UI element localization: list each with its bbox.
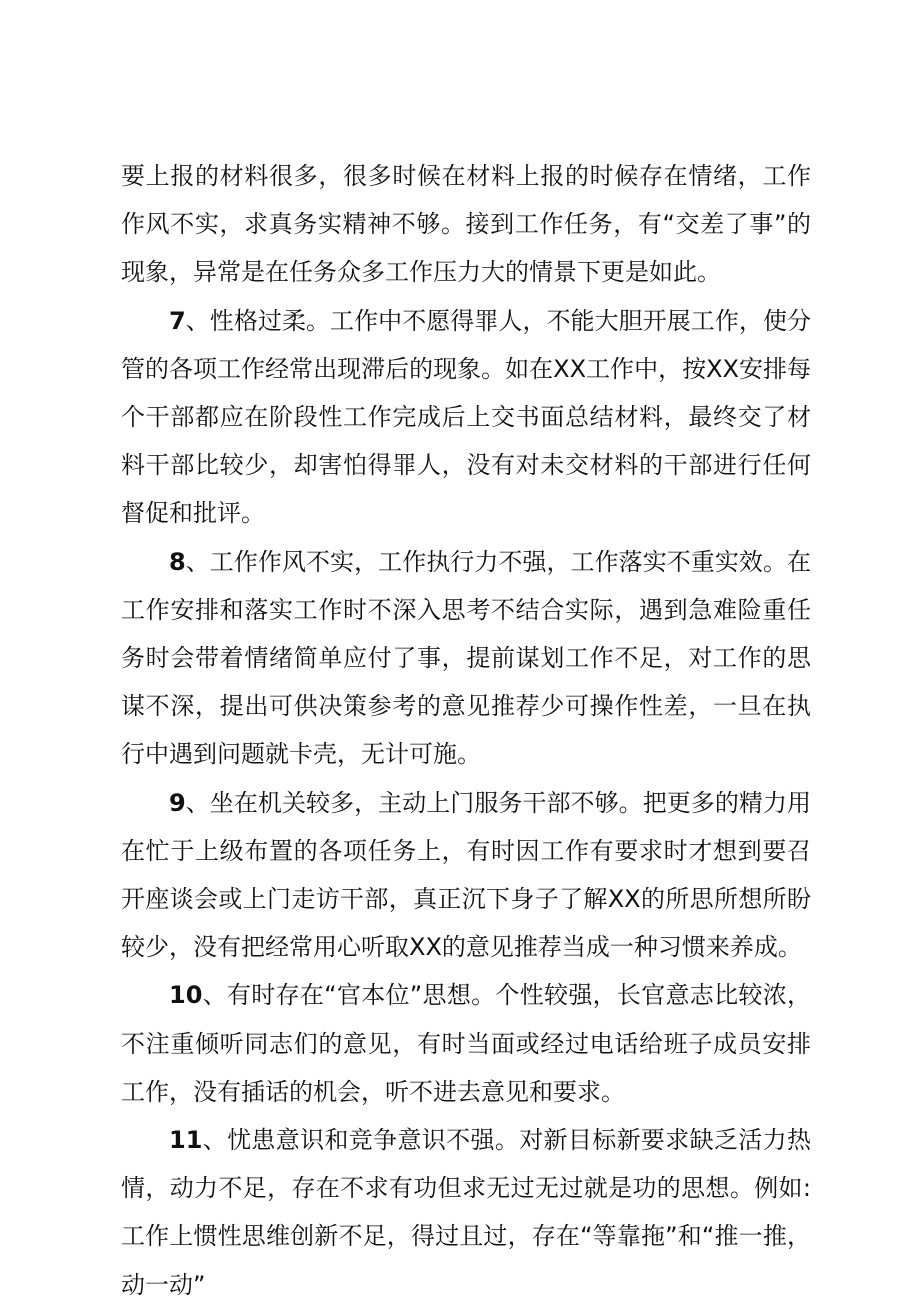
document-body	[121, 152, 811, 1309]
paragraph-item-7	[121, 297, 811, 538]
paragraph-text: 、性格过柔。工作中不愿得罪人，不能大胆开展工作，使分管的各项工作经常出现滞后的现象。如在XX工作中，按XX安排每个干部都应在阶段性工作完成后上交书面总结材料，最终交了材料干部比较少，却害怕得罪人，没有对未交材料的干部进行任何督促和批评。	[121, 306, 811, 528]
paragraph-number: 10	[169, 981, 203, 1010]
paragraph-text: 、工作作风不实，工作执行力不强，工作落实不重实效。在工作安排和落实工作时不深入思考不结合实际，遇到急难险重任务时会带着情绪简单应付了事，提前谋划工作不足，对工作的思谋不深，提出可供决策参考的意见推荐少可操作性差，一旦在执行中遇到问题就卡壳，无计可施。	[121, 547, 811, 769]
paragraph-item-8	[121, 538, 811, 779]
paragraph-number: 9	[169, 788, 186, 817]
paragraph-continuation	[121, 152, 811, 297]
paragraph-item-11	[121, 1116, 811, 1309]
paragraph-number: 8	[169, 547, 186, 576]
paragraph-item-10	[121, 971, 811, 1116]
paragraph-text: 、坐在机关较多，主动上门服务干部不够。把更多的精力用在忙于上级布置的各项任务上，有时因工作有要求时才想到要召开座谈会或上门走访干部，真正沉下身子了解XX的所思所想所盼较少，没有把经常用心听取XX的意见推荐当成一种习惯来养成。	[121, 788, 811, 962]
paragraph-text: 要上报的材料很多，很多时候在材料上报的时候存在情绪，工作作风不实，求真务实精神不够。接到工作任务，有“交差了事”的现象，异常是在任务众多工作压力大的情景下更是如此。	[121, 162, 811, 287]
paragraph-number: 11	[169, 1126, 203, 1155]
paragraph-text: 、忧患意识和竞争意识不强。对新目标新要求缺乏活力热情，动力不足，存在不求有功但求无过无过就是功的思想。例如:工作上惯性思维创新不足，得过且过，存在“等靠拖”和“推一推，动一动”	[121, 1126, 811, 1299]
paragraph-item-9	[121, 779, 811, 972]
paragraph-text: 、有时存在“官本位”思想。个性较强，长官意志比较浓，不注重倾听同志们的意见，有时当面或经过电话给班子成员安排工作，没有插话的机会，听不进去意见和要求。	[121, 981, 811, 1106]
paragraph-number: 7	[169, 306, 186, 335]
